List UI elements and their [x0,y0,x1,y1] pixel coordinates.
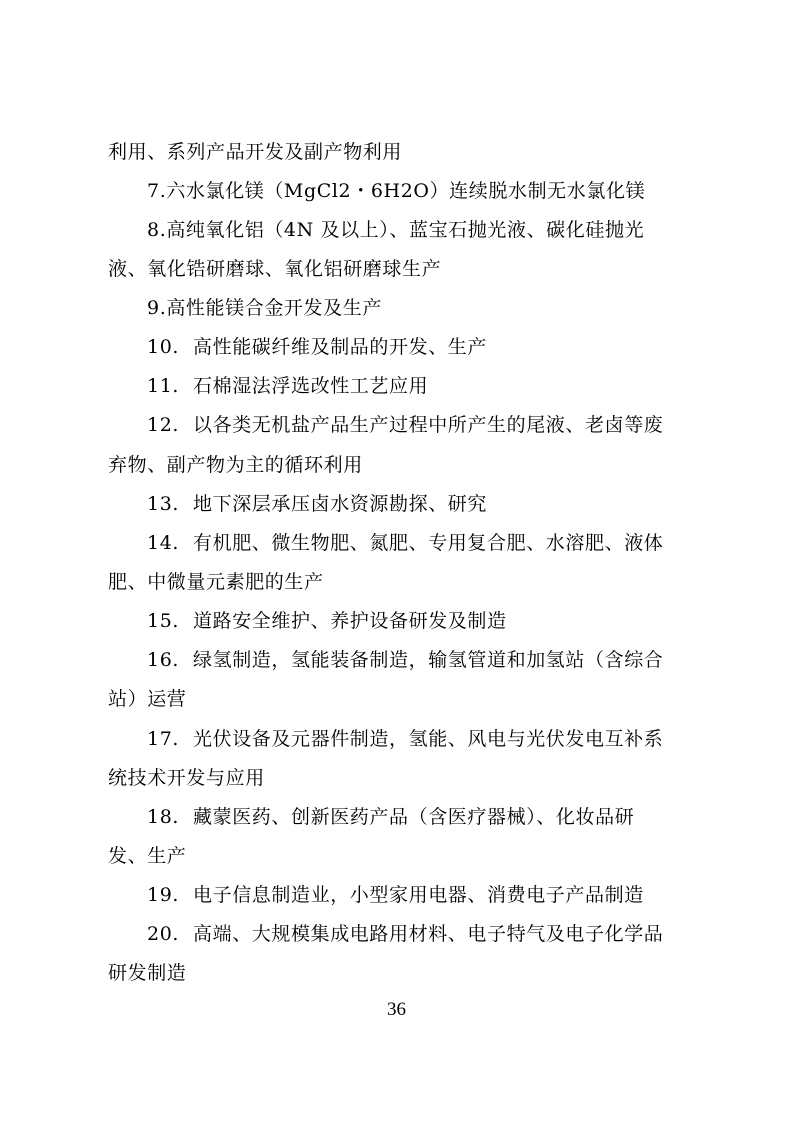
list-text: 道路安全维护、养护设备研发及制造 [193,610,507,632]
list-number: 19. [147,884,180,906]
list-item-12-continuation: 弃物、副产物为主的循环利用 [108,454,363,476]
list-item-16-continuation: 站）运营 [108,688,187,710]
list-number: 15. [147,610,180,632]
list-text: 地下深层承压卤水资源勘探、研究 [193,493,488,515]
list-item-19 [147,883,747,907]
list-item-9: 9.高性能镁合金开发及生产 [147,297,382,319]
list-number: 11. [147,375,180,397]
list-number: 10. [147,336,180,358]
list-item-20-continuation: 研发制造 [108,962,187,984]
page-number: 36 [387,999,406,1020]
list-item-14 [147,531,747,555]
list-text: 高端、大规模集成电路用材料、电子特气及电子化学品 [193,923,664,945]
list-text: 绿氢制造，氢能装备制造，输氢管道和加氢站（含综合 [193,649,664,671]
list-number: 18. [147,806,180,828]
list-text: 石棉湿法浮选改性工艺应用 [193,375,429,397]
list-number: 14. [147,532,180,554]
list-number: 13. [147,493,180,515]
list-item-10 [147,335,747,359]
list-text: 高性能碳纤维及制品的开发、生产 [193,336,488,358]
list-item-17-continuation: 统技术开发与应用 [108,767,265,789]
list-item-15 [147,609,747,633]
list-text: 电子信息制造业，小型家用电器、消费电子产品制造 [193,884,644,906]
list-number: 12. [147,414,180,436]
list-text: 有机肥、微生物肥、氮肥、专用复合肥、水溶肥、液体 [193,532,664,554]
list-item-8-continuation: 液、氧化锆研磨球、氧化铝研磨球生产 [108,258,442,280]
list-item-14-continuation: 肥、中微量元素肥的生产 [108,571,324,593]
list-item-12 [147,413,747,437]
list-text: 光伏设备及元器件制造，氢能、风电与光伏发电互补系 [193,728,664,750]
list-item-8: 8.高纯氧化铝（4N 及以上）、蓝宝石抛光液、碳化硅抛光 [147,219,645,241]
list-number: 17. [147,728,180,750]
paragraph-continuation: 利用、系列产品开发及副产物利用 [108,141,403,163]
list-item-17 [147,727,747,751]
list-item-18 [147,805,747,829]
list-item-11 [147,374,747,398]
list-text: 以各类无机盐产品生产过程中所产生的尾液、老卤等废 [193,414,664,436]
list-item-20 [147,922,747,946]
list-item-7: 7.六水氯化镁（MgCl2・6H2O）连续脱水制无水氯化镁 [147,180,646,202]
list-text: 藏蒙医药、创新医药产品（含医疗器械）、化妆品研 [193,806,635,828]
list-item-18-continuation: 发、生产 [108,845,187,867]
list-item-13 [147,492,747,516]
list-number: 16. [147,649,180,671]
list-item-16 [147,648,747,672]
list-number: 20. [147,923,180,945]
